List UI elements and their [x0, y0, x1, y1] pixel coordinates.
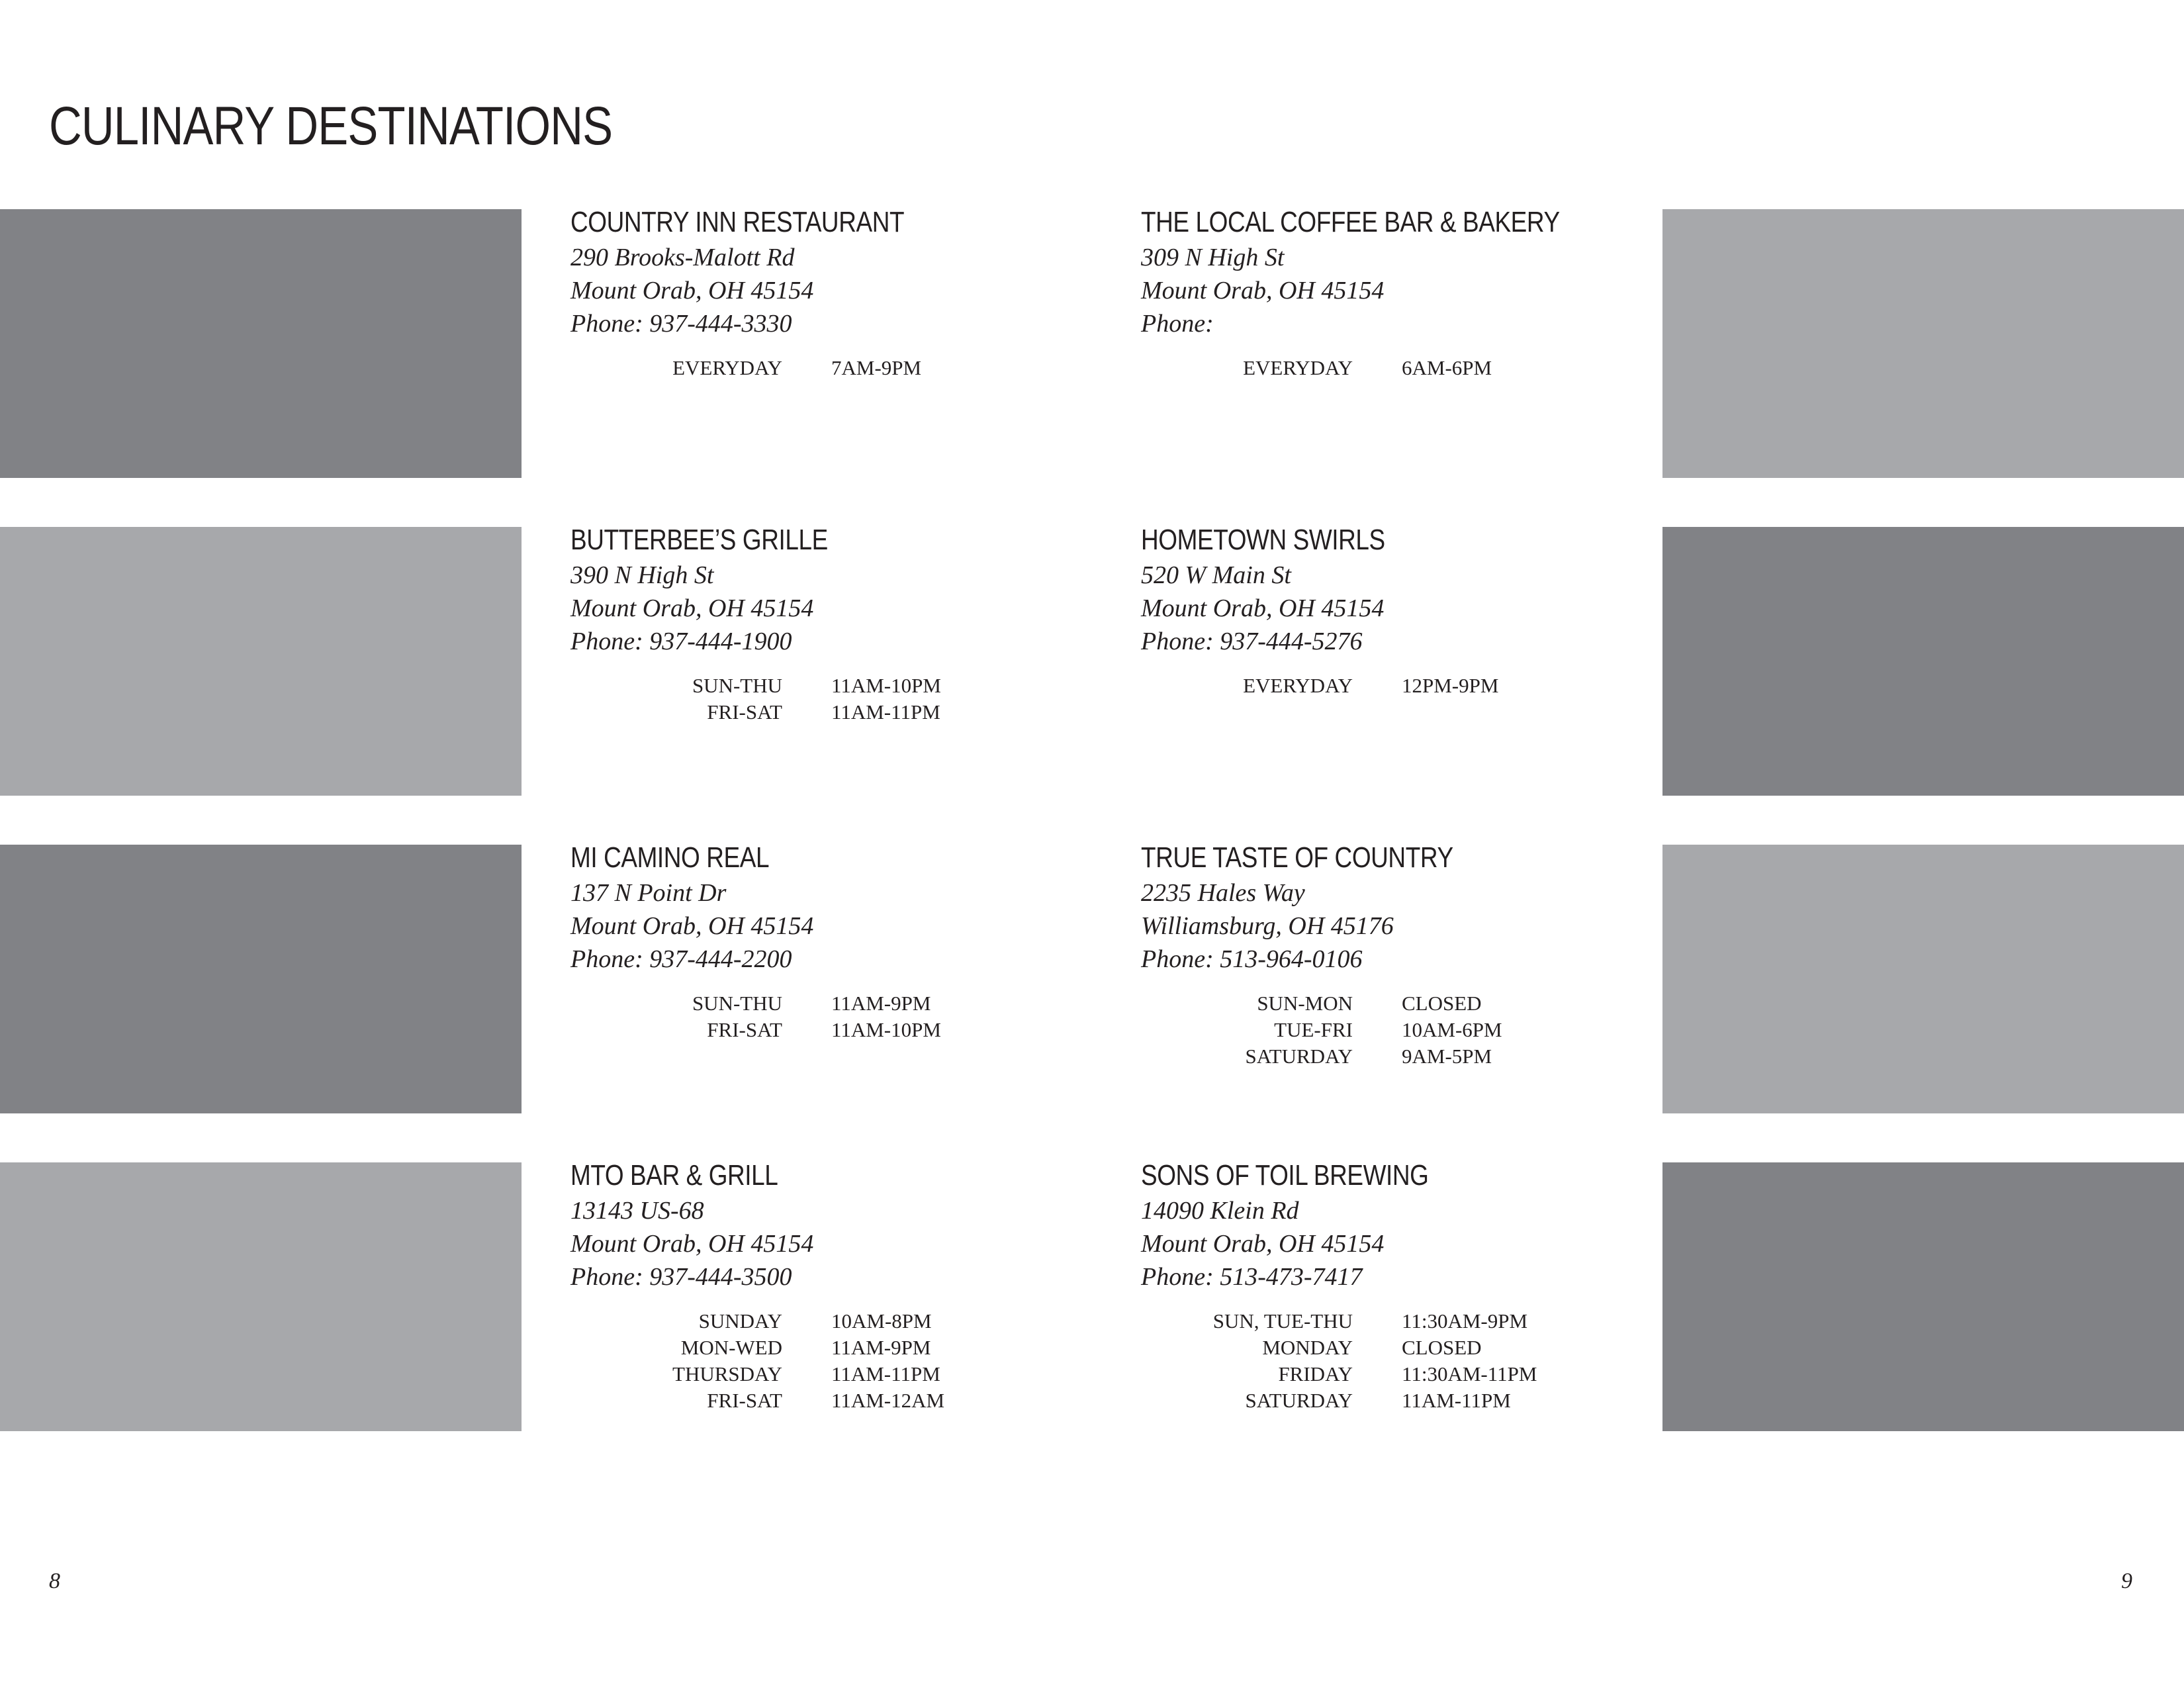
hours-time: 11:30AM-9PM — [1402, 1309, 1528, 1333]
hours-time: 6AM-6PM — [1402, 356, 1492, 379]
restaurant-phone: Phone: 937-444-3330 — [570, 310, 792, 338]
hours-time: CLOSED — [1402, 1336, 1482, 1359]
hours-days: THURSDAY — [672, 1362, 782, 1385]
restaurant-street: 2235 Hales Way — [1141, 879, 1305, 907]
hours-row — [570, 1308, 1100, 1335]
hours-row — [570, 1361, 1100, 1387]
restaurant-street: 137 N Point Dr — [570, 879, 727, 907]
restaurant-phone: Phone: — [1141, 310, 1214, 338]
restaurant-phone: Phone: 937-444-1900 — [570, 628, 792, 655]
restaurant-street: 290 Brooks-Malott Rd — [570, 244, 795, 271]
restaurant-photo — [1662, 527, 2184, 796]
restaurant-entry — [570, 204, 1100, 381]
hours-row — [570, 673, 1100, 699]
hours-days: TUE-FRI — [1274, 1018, 1353, 1041]
restaurant-city: Mount Orab, OH 45154 — [1141, 1230, 1385, 1258]
hours-table — [570, 355, 1100, 381]
hours-days: SUN-THU — [692, 674, 782, 697]
hours-days: FRI-SAT — [707, 1018, 782, 1041]
hours-time: 11:30AM-11PM — [1402, 1362, 1537, 1385]
hours-row — [1141, 1043, 1670, 1070]
hours-time: 10AM-6PM — [1402, 1018, 1502, 1041]
hours-table — [570, 1308, 1100, 1414]
restaurant-street: 13143 US-68 — [570, 1197, 704, 1225]
hours-table — [1141, 990, 1670, 1070]
restaurant-city: Mount Orab, OH 45154 — [1141, 277, 1385, 305]
hours-row — [570, 699, 1100, 726]
restaurant-phone: Phone: 937-444-3500 — [570, 1263, 792, 1291]
hours-time: 11AM-10PM — [831, 1018, 941, 1041]
hours-time: 7AM-9PM — [831, 356, 922, 379]
restaurant-photo — [0, 845, 522, 1113]
restaurant-photo — [0, 1162, 522, 1431]
hours-row — [1141, 355, 1670, 381]
restaurant-city: Mount Orab, OH 45154 — [570, 1230, 814, 1258]
hours-days: FRIDAY — [1278, 1362, 1353, 1385]
hours-days: SUNDAY — [698, 1309, 782, 1333]
hours-days: SATURDAY — [1245, 1045, 1353, 1068]
restaurant-entry — [570, 1157, 1100, 1414]
hours-row — [1141, 1387, 1670, 1414]
restaurant-entry — [1141, 1157, 1670, 1414]
hours-time: 11AM-9PM — [831, 1336, 931, 1359]
restaurant-city: Mount Orab, OH 45154 — [1141, 594, 1385, 622]
restaurant-street: 309 N High St — [1141, 244, 1285, 271]
hours-row — [570, 1387, 1100, 1414]
restaurant-photo — [1662, 209, 2184, 478]
hours-time: 11AM-10PM — [831, 674, 941, 697]
restaurant-phone: Phone: 513-964-0106 — [1141, 945, 1363, 973]
restaurant-entry — [570, 522, 1100, 726]
hours-row — [1141, 1335, 1670, 1361]
page-number-left: 8 — [49, 1569, 60, 1593]
hours-row — [570, 1335, 1100, 1361]
restaurant-photo — [1662, 845, 2184, 1113]
hours-row — [570, 1017, 1100, 1043]
restaurant-name: TRUE TASTE OF COUNTRY — [1141, 841, 1453, 874]
restaurant-entry — [570, 839, 1100, 1043]
restaurant-street: 520 W Main St — [1141, 561, 1291, 589]
restaurant-photo — [0, 209, 522, 478]
restaurant-name: THE LOCAL COFFEE BAR & BAKERY — [1141, 206, 1560, 238]
hours-table — [570, 990, 1100, 1043]
hours-days: FRI-SAT — [707, 1389, 782, 1412]
hours-days: MON-WED — [680, 1336, 782, 1359]
hours-table — [1141, 355, 1670, 381]
restaurant-city: Mount Orab, OH 45154 — [570, 594, 814, 622]
hours-time: 11AM-11PM — [1402, 1389, 1511, 1412]
restaurant-phone: Phone: 937-444-5276 — [1141, 628, 1363, 655]
restaurant-phone: Phone: 513-473-7417 — [1141, 1263, 1363, 1291]
page-number-right: 9 — [2121, 1569, 2132, 1593]
hours-table — [570, 673, 1100, 726]
hours-time: 10AM-8PM — [831, 1309, 932, 1333]
hours-time: 9AM-5PM — [1402, 1045, 1492, 1068]
hours-time: CLOSED — [1402, 992, 1482, 1015]
restaurant-name: SONS OF TOIL BREWING — [1141, 1159, 1429, 1192]
restaurant-phone: Phone: 937-444-2200 — [570, 945, 792, 973]
hours-days: SUN-THU — [692, 992, 782, 1015]
restaurant-street: 390 N High St — [570, 561, 714, 589]
hours-time: 11AM-11PM — [831, 700, 940, 724]
hours-row — [570, 990, 1100, 1017]
hours-row — [1141, 990, 1670, 1017]
hours-table — [1141, 673, 1670, 699]
hours-row — [1141, 1308, 1670, 1335]
restaurant-name: HOMETOWN SWIRLS — [1141, 524, 1385, 556]
hours-row — [1141, 1361, 1670, 1387]
hours-days: FRI-SAT — [707, 700, 782, 724]
hours-row — [570, 355, 1100, 381]
hours-days: SATURDAY — [1245, 1389, 1353, 1412]
hours-days: SUN-MON — [1257, 992, 1353, 1015]
hours-days: EVERYDAY — [1243, 356, 1353, 379]
hours-days: SUN, TUE-THU — [1212, 1309, 1353, 1333]
hours-time: 11AM-9PM — [831, 992, 931, 1015]
restaurant-street: 14090 Klein Rd — [1141, 1197, 1299, 1225]
hours-days: EVERYDAY — [672, 356, 782, 379]
restaurant-entry — [1141, 839, 1670, 1070]
hours-days: MONDAY — [1262, 1336, 1353, 1359]
hours-time: 11AM-12AM — [831, 1389, 945, 1412]
hours-row — [1141, 1017, 1670, 1043]
restaurant-city: Mount Orab, OH 45154 — [570, 912, 814, 940]
restaurant-name: COUNTRY INN RESTAURANT — [570, 206, 905, 238]
restaurant-entry — [1141, 204, 1670, 381]
restaurant-photo — [0, 527, 522, 796]
restaurant-entry — [1141, 522, 1670, 699]
restaurant-city: Mount Orab, OH 45154 — [570, 277, 814, 305]
restaurant-name: MI CAMINO REAL — [570, 841, 770, 874]
hours-row — [1141, 673, 1670, 699]
restaurant-city: Williamsburg, OH 45176 — [1141, 912, 1394, 940]
hours-time: 12PM-9PM — [1402, 674, 1499, 697]
restaurant-photo — [1662, 1162, 2184, 1431]
hours-time: 11AM-11PM — [831, 1362, 940, 1385]
restaurant-name: BUTTERBEE’S GRILLE — [570, 524, 828, 556]
hours-table — [1141, 1308, 1670, 1414]
restaurant-name: MTO BAR & GRILL — [570, 1159, 778, 1192]
page-title: CULINARY DESTINATIONS — [49, 96, 613, 156]
hours-days: EVERYDAY — [1243, 674, 1353, 697]
